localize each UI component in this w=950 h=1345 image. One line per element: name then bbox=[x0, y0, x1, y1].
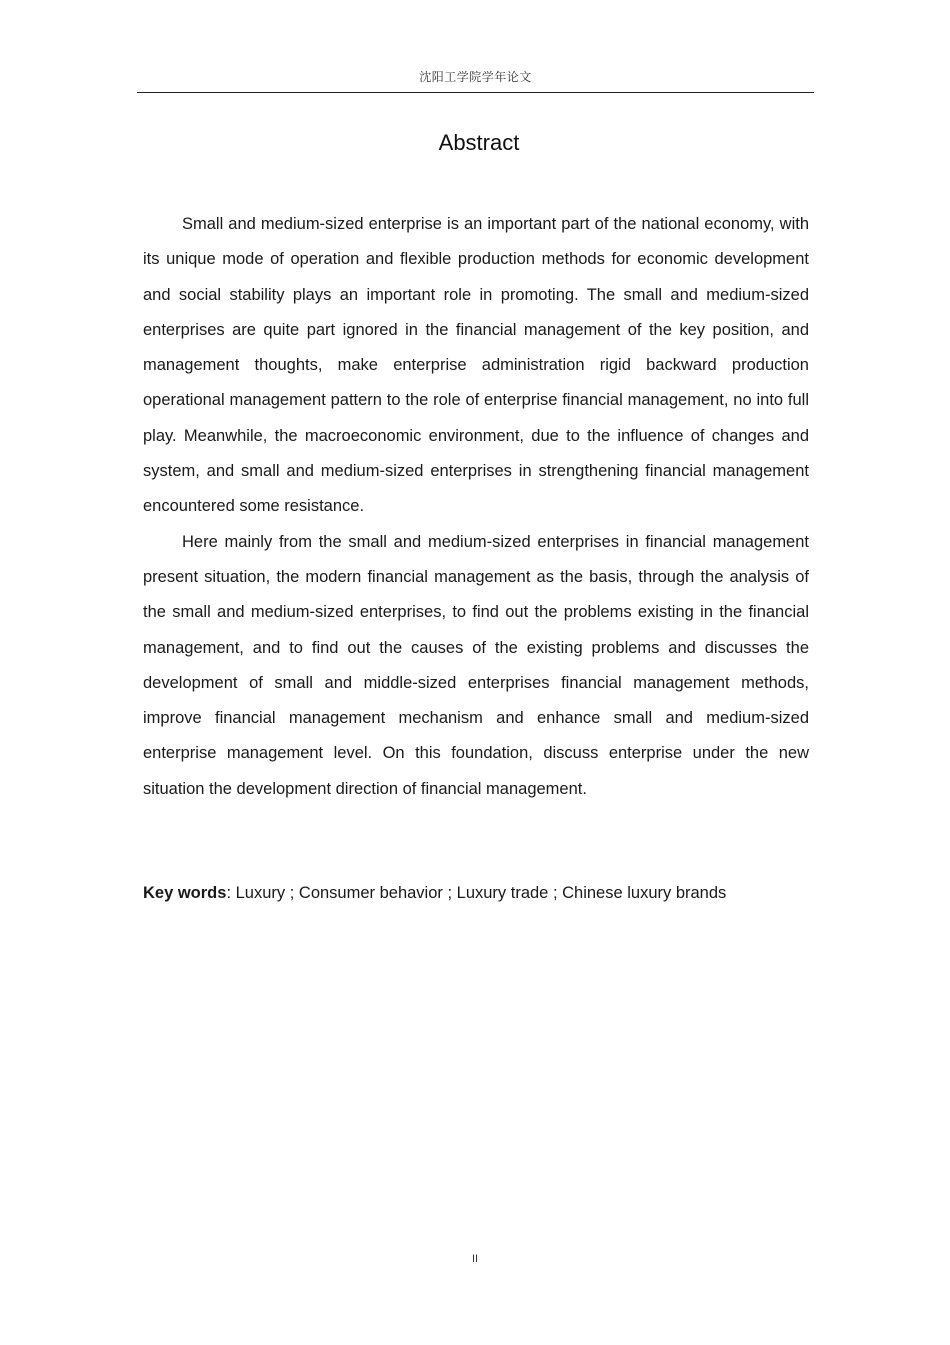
abstract-paragraph-2: Here mainly from the small and medium-sized enterprises in financial management present situation, the modern financial management as the basis, through the analysis of the small and medium-sized enterprises, to find out the problems existing in the financial management, and to find out the causes of the existing problems and discusses the development of small and middle-sized enterprises financial management methods, improve financial management mechanism and enhance small and medium-sized enterprise management level. On this foundation, discuss enterprise under the new situation the development direction of financial management. bbox=[143, 532, 809, 798]
keywords-text: : Luxury ; Consumer behavior ; Luxury trade ; Chinese luxury brands bbox=[226, 884, 727, 902]
abstract-paragraph-1: Small and medium-sized enterprise is an important part of the national economy, with its unique mode of operation and flexible production methods for economic development and social stability plays an important role in promoting. The small and medium-sized enterprises are quite part ignored in the financial management of the key position, and management thoughts, make enterprise administration rigid backward production operational management pattern to the role of enterprise financial management, no into full play. Meanwhile, the macroeconomic environment, due to the influence of changes and system, and small and medium-sized enterprises in strengthening financial management encountered some resistance. bbox=[143, 215, 809, 516]
header-divider bbox=[137, 92, 814, 93]
keywords-label: Key words bbox=[143, 884, 227, 902]
page-number: II bbox=[471, 1253, 479, 1265]
page-header: 沈阳工学院学年论文 bbox=[419, 70, 532, 84]
page-title: Abstract bbox=[438, 130, 520, 155]
keywords-line bbox=[143, 881, 823, 905]
abstract-body bbox=[143, 207, 809, 807]
